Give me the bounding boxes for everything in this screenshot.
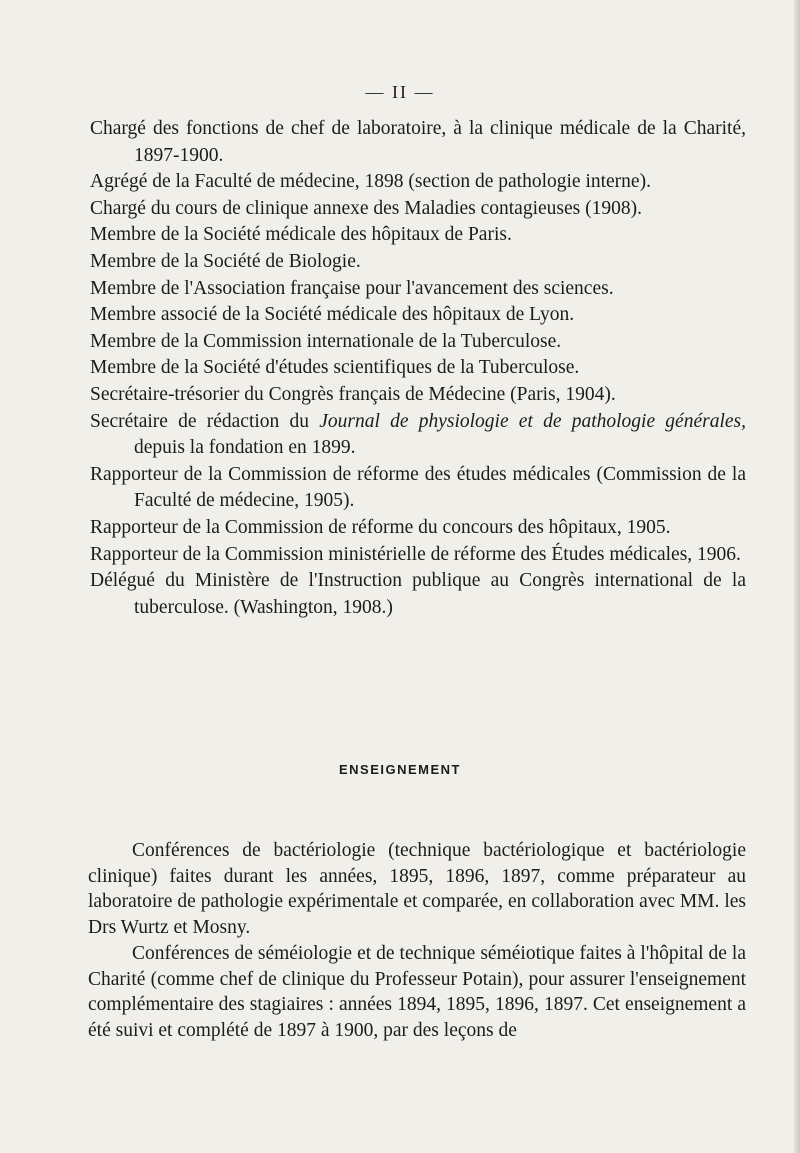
page-edge xyxy=(794,0,800,1153)
journal-title: Journal de physiologie et de pathologie générales, xyxy=(319,410,746,432)
list-item: Délégué du Ministère de l'Instruction publique au Congrès international de la tuberculose. (Washington, 1908.) xyxy=(90,570,746,618)
paragraph: Conférences de bactériologie (technique bactériologique et bactériologie clinique) faites durant les années, 1895, 1896, 1897, comme préparateur au laboratoire de pathologie expérimentale et comparée, en collaboration avec MM. les Drs Wurtz et Mosny. xyxy=(88,840,746,938)
list-item: Membre associé de la Société médicale des hôpitaux de Lyon. xyxy=(90,304,575,326)
section-heading: ENSEIGNEMENT xyxy=(338,762,461,777)
entry-text: Secrétaire de rédaction du xyxy=(90,410,320,432)
paragraph: Conférences de séméiologie et de technique séméiotique faites à l'hôpital de la Charité (comme chef de clinique du Professeur Potain), pour assurer l'enseignement complémentaire des stagiaires : années 1894, 1895, 1896, 1897. Cet enseignement a été suivi et complété de 1897 à 1900, par des leçons de xyxy=(88,943,746,1041)
list-item: Chargé du cours de clinique annexe des Maladies contagieuses (1908). xyxy=(90,197,642,219)
entry-text: depuis la fondation en 1899. xyxy=(134,437,356,459)
list-item: Rapporteur de la Commission de réforme des études médicales (Commission de la Faculté de médecine, 1905). xyxy=(90,463,746,512)
list-item: Agrégé de la Faculté de médecine, 1898 (section de pathologie interne). xyxy=(90,171,651,193)
list-item: Membre de la Société médicale des hôpitaux de Paris. xyxy=(90,224,512,246)
list-item: Chargé des fonctions de chef de laboratoire, à la clinique médicale de la Charité, 1897-1900. xyxy=(90,118,746,166)
list-item: Membre de la Société d'études scientifiques de la Tuberculose. xyxy=(90,357,580,379)
list-item: Rapporteur de la Commission de réforme du concours des hôpitaux, 1905. xyxy=(90,516,671,538)
list-item xyxy=(90,409,746,462)
list-item: Rapporteur de la Commission ministérielle de réforme des Études médicales, 1906. xyxy=(90,543,741,565)
page-number: — II — xyxy=(365,82,435,102)
list-item: Secrétaire-trésorier du Congrès français de Médecine (Paris, 1904). xyxy=(90,383,616,405)
list-item: Membre de l'Association française pour l'avancement des sciences. xyxy=(90,277,614,299)
list-item: Membre de la Société de Biologie. xyxy=(90,250,361,272)
section-body xyxy=(88,838,746,1044)
list-item: Membre de la Commission internationale de la Tuberculose. xyxy=(90,330,562,352)
titles-list xyxy=(90,116,746,621)
